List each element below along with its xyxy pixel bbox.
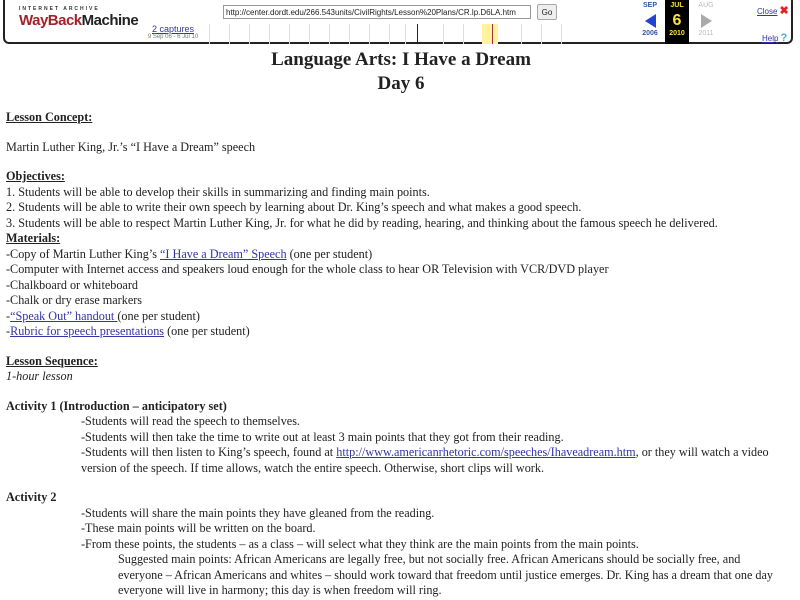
suggested-main-points: Suggested main points: African Americans are legally free, but not socially free. African Americans should be socially free, and everyone – African Americans and whites – should work toward that freedom until justice emerges. Dr. King has a dream that one day everyone will live in harmony; this day is when freedom will ring. — [118, 552, 774, 597]
activity1-step: -Students will read the speech to themselves. — [81, 414, 300, 428]
activity2-step: -These main points will be written on the board. — [81, 521, 316, 535]
prev-arrow-icon[interactable] — [645, 14, 656, 28]
current-day: 6 — [672, 12, 682, 29]
material-item — [6, 309, 796, 325]
prev-capture[interactable] — [637, 0, 663, 37]
sequence-heading: Lesson Sequence: — [6, 353, 98, 368]
captures-link[interactable]: 2 captures — [151, 24, 195, 34]
step-text: , or they will watch a video — [635, 445, 769, 459]
objective-item: 2. Students will be able to write their own speech by learning about Dr. King’s speech and what makes a good speech. — [6, 200, 582, 214]
wayback-toolbar — [3, 0, 793, 44]
speech-link[interactable]: “I Have a Dream” Speech — [160, 246, 287, 261]
prev-month: SEP — [642, 2, 657, 9]
help-icon[interactable]: ? — [780, 32, 788, 44]
material-item — [6, 324, 796, 340]
next-year: 2011 — [698, 30, 714, 37]
current-year-highlight — [482, 24, 498, 44]
material-item: -Computer with Internet access and speakers loud enough for the whole class to hear OR Television with VCR/DVD player — [6, 262, 609, 276]
materials-heading: Materials: — [6, 231, 61, 245]
activity1-step: version of the speech. If time allows, watch the entire speech. Otherwise, short clips will work. — [81, 460, 544, 475]
wayback-logo[interactable] — [19, 6, 139, 29]
close-button[interactable] — [757, 4, 789, 17]
activity1-step — [6, 445, 796, 461]
rubric-link[interactable]: Rubric for speech presentations — [10, 324, 165, 338]
material-text: (one per student) — [286, 246, 373, 261]
step-text: -Students will then listen to King’s speech, found at — [81, 445, 337, 459]
go-button[interactable]: Go — [537, 4, 557, 20]
material-text: (one per student) — [117, 308, 200, 323]
logo-way: WayBack — [19, 12, 82, 29]
concept-text: Martin Luther King, Jr.’s “I Have a Dream” speech — [6, 139, 256, 154]
capture-marker-2006[interactable] — [417, 24, 418, 44]
next-capture — [693, 0, 719, 37]
objective-item: 3. Students will be able to respect Martin Luther King, Jr. for what he did by reading, hearing, and thinking about the famous speech he delivered. — [6, 215, 718, 230]
captures-info — [143, 24, 203, 40]
activity2-step: -Students will share the main points they have gleaned from the reading. — [81, 505, 435, 520]
material-item: -Chalk or dry erase markers — [6, 293, 143, 307]
activity1-heading: Activity 1 (Introduction – anticipatory set) — [6, 398, 227, 413]
page-subtitle: Day 6 — [377, 73, 425, 94]
material-item — [6, 247, 796, 263]
capture-marker-2010[interactable] — [492, 24, 493, 44]
current-year: 2010 — [669, 30, 685, 37]
activity2-step: -From these points, the students – as a class – will select what they think are the main points from the main points. — [81, 536, 639, 551]
logo-machine: Machine — [81, 12, 139, 29]
help-button[interactable] — [762, 32, 787, 44]
current-month: JUL — [670, 2, 684, 9]
url-input[interactable]: http://center.dordt.edu/266.543units/CivilRights/Lesson%20Plans/CR.lp.D6LA.htm — [223, 5, 531, 19]
activity1-step: -Students will then take the time to write out at least 3 main points that they got from their reading. — [81, 429, 564, 444]
lesson-document — [6, 48, 796, 599]
current-capture — [665, 0, 689, 44]
material-text: - — [6, 308, 11, 323]
american-rhetoric-link[interactable]: http://www.americanrhetoric.com/speeches/Ihaveadream.htm — [336, 445, 636, 459]
capture-timeline[interactable] — [207, 24, 565, 44]
page-title: Language Arts: I Have a Dream — [271, 49, 531, 70]
internet-archive-label: INTERNET ARCHIVE — [19, 6, 100, 12]
activity2-heading: Activity 2 — [6, 490, 57, 504]
prev-year: 2006 — [642, 30, 658, 37]
objective-item: 1. Students will be able to develop their skills in summarizing and finding main points. — [6, 184, 430, 199]
concept-heading: Lesson Concept: — [6, 110, 93, 124]
material-item: -Chalkboard or whiteboard — [6, 277, 138, 292]
speak-out-handout-link[interactable]: “Speak Out” handout — [10, 308, 118, 323]
captures-range: 9 Sep 06 - 6 Jul 10 — [147, 34, 199, 40]
objectives-heading: Objectives: — [6, 169, 65, 183]
close-icon[interactable]: ✖ — [779, 5, 789, 17]
material-text: (one per student) — [164, 324, 250, 338]
help-label[interactable]: Help — [762, 34, 779, 43]
material-text: - — [6, 324, 11, 338]
next-month: AUG — [698, 2, 714, 9]
sequence-duration: 1-hour lesson — [6, 369, 73, 383]
material-text: -Copy of Martin Luther King’s — [6, 246, 161, 261]
next-arrow-icon — [701, 14, 712, 28]
close-label[interactable]: Close — [757, 7, 778, 16]
